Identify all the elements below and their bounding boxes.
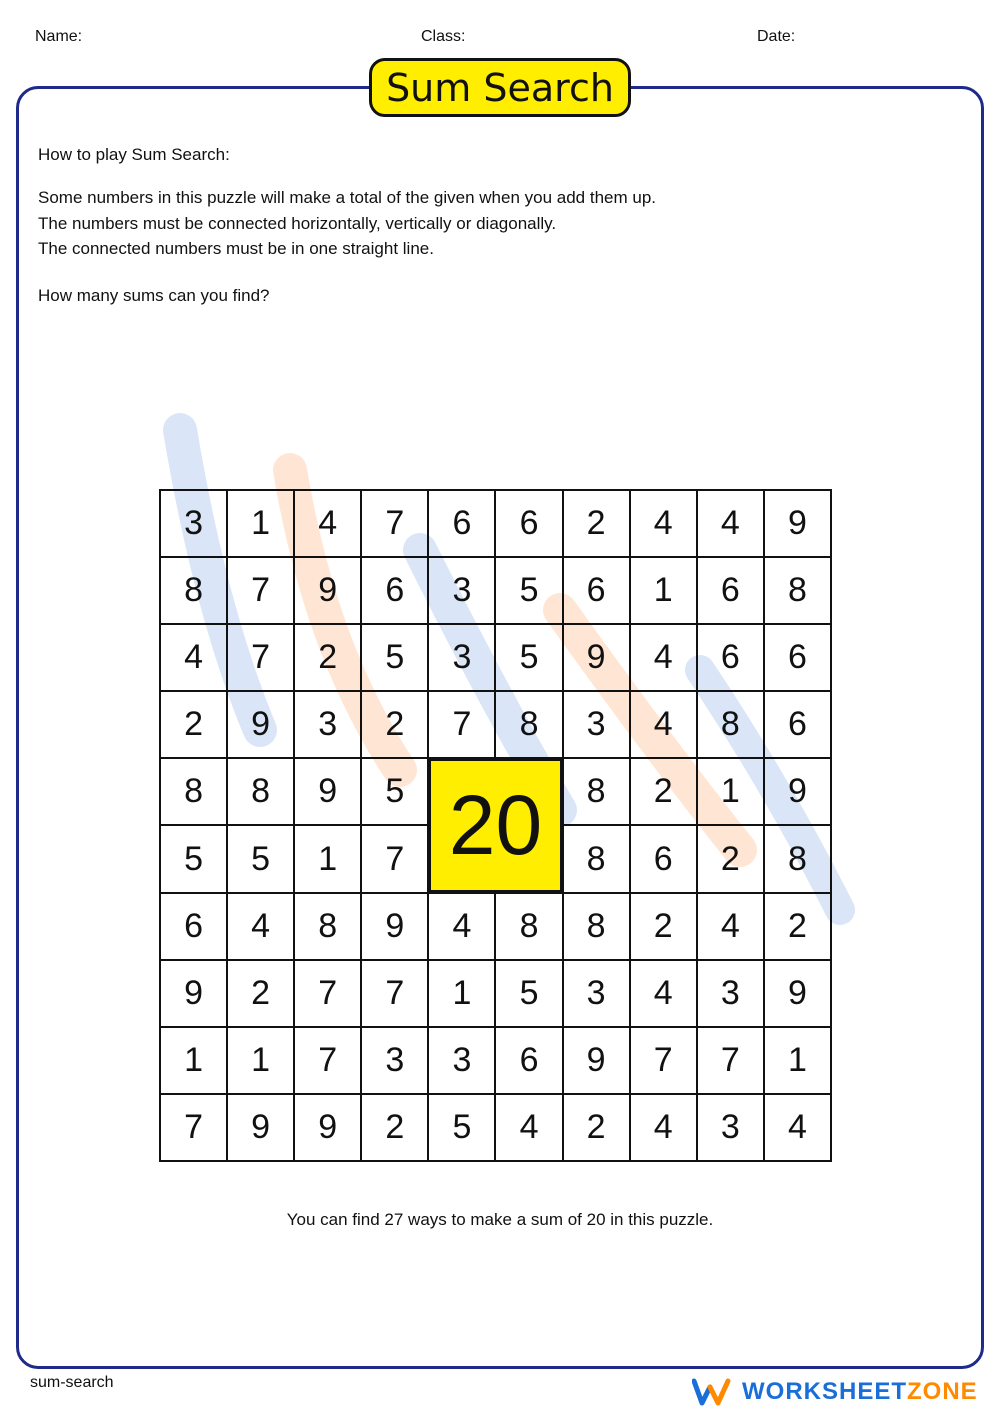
rule-line: The numbers must be connected horizontally, vertically or diagonally.: [38, 213, 557, 233]
grid-cell: 9: [563, 624, 630, 691]
grid-cell: 6: [764, 624, 831, 691]
grid-cell: 7: [160, 1094, 227, 1161]
grid-cell: 4: [495, 1094, 562, 1161]
grid-cell: 9: [294, 1094, 361, 1161]
grid-cell: 6: [697, 557, 764, 624]
brand-name-part2: ZONE: [907, 1378, 978, 1405]
grid-cell: 8: [563, 893, 630, 960]
grid-cell: 9: [160, 960, 227, 1027]
grid-cell: 1: [697, 758, 764, 825]
grid-cell: 3: [160, 490, 227, 557]
rule-line: The connected numbers must be in one straight line.: [38, 239, 434, 258]
grid-cell: 5: [495, 557, 562, 624]
answer-text: You can find 27 ways to make a sum of 20 in this puzzle.: [286, 1210, 714, 1229]
grid-cell: 7: [227, 624, 294, 691]
brand-name-part1: WORKSHEET: [742, 1378, 907, 1405]
grid-cell: 7: [697, 1027, 764, 1094]
grid-cell: 5: [160, 825, 227, 892]
grid-cell: 9: [227, 1094, 294, 1161]
grid-cell: 6: [428, 490, 495, 557]
grid-cell: 9: [764, 758, 831, 825]
grid-cell: 2: [361, 1094, 428, 1161]
grid-cell: 7: [361, 960, 428, 1027]
name-label: Name:: [35, 28, 83, 45]
grid-cell: 8: [697, 691, 764, 758]
grid-cell: 7: [630, 1027, 697, 1094]
grid-cell: 3: [563, 960, 630, 1027]
grid-cell: 9: [563, 1027, 630, 1094]
grid-cell: 1: [428, 960, 495, 1027]
brand-name: [742, 1378, 978, 1406]
grid-cell: 9: [227, 691, 294, 758]
grid-cell: 1: [630, 557, 697, 624]
grid-cell: 2: [697, 825, 764, 892]
grid-cell: 5: [495, 960, 562, 1027]
grid-cell: 4: [630, 624, 697, 691]
grid-cell: 6: [160, 893, 227, 960]
grid-cell: 6: [563, 557, 630, 624]
grid-cell: 2: [630, 758, 697, 825]
grid-cell: 9: [294, 758, 361, 825]
date-label: Date:: [757, 28, 796, 45]
grid-cell: 4: [764, 1094, 831, 1161]
grid-cell: 7: [361, 490, 428, 557]
grid-cell: 8: [294, 893, 361, 960]
grid-cell: 5: [361, 624, 428, 691]
grid-cell: 8: [764, 557, 831, 624]
grid-cell: 8: [563, 758, 630, 825]
grid-cell: 2: [563, 1094, 630, 1161]
grid-cell: 3: [697, 960, 764, 1027]
grid-cell: 8: [495, 691, 562, 758]
grid-cell: 4: [697, 893, 764, 960]
number-grid: [159, 489, 832, 1162]
grid-cell: 8: [160, 758, 227, 825]
grid-cell: 1: [227, 490, 294, 557]
class-label: Class:: [421, 28, 466, 45]
grid-cell: 6: [764, 691, 831, 758]
grid-cell: 2: [361, 691, 428, 758]
grid-cell: 8: [764, 825, 831, 892]
grid-cell: 7: [227, 557, 294, 624]
grid-cell: 5: [428, 1094, 495, 1161]
brand-w-icon: [692, 1377, 732, 1407]
grid-cell: 2: [563, 490, 630, 557]
instructions-question: How many sums can you find?: [38, 286, 270, 305]
grid-cell: 1: [294, 825, 361, 892]
instructions-heading: How to play Sum Search:: [38, 145, 230, 164]
grid-cell: 5: [361, 758, 428, 825]
rule-line: Some numbers in this puzzle will make a total of the given when you add them up.: [38, 188, 657, 207]
grid-cell: 9: [361, 893, 428, 960]
grid-cell: 4: [630, 960, 697, 1027]
grid-cell: 7: [428, 691, 495, 758]
grid-cell: 8: [563, 825, 630, 892]
grid-cell: 6: [495, 1027, 562, 1094]
grid-cell: 2: [160, 691, 227, 758]
grid-cell: 8: [160, 557, 227, 624]
grid-cell: 4: [630, 490, 697, 557]
grid-cell: 1: [764, 1027, 831, 1094]
grid-cell: 3: [428, 557, 495, 624]
grid-cell: 4: [630, 691, 697, 758]
grid-cell: 3: [294, 691, 361, 758]
grid-cell: 8: [227, 758, 294, 825]
instructions-rules: [38, 185, 656, 262]
grid-cell: 6: [361, 557, 428, 624]
grid-cell: 3: [428, 624, 495, 691]
grid-cell: 2: [630, 893, 697, 960]
grid-cell: 4: [697, 490, 764, 557]
grid-cell: 3: [697, 1094, 764, 1161]
target-sum: 20: [428, 758, 562, 892]
grid-cell: 6: [697, 624, 764, 691]
grid-cell: 5: [227, 825, 294, 892]
brand-logo: [692, 1377, 978, 1407]
grid-cell: 2: [764, 893, 831, 960]
grid-cell: 6: [630, 825, 697, 892]
grid-cell: 8: [495, 893, 562, 960]
grid-cell: 4: [227, 893, 294, 960]
grid-cell: 7: [361, 825, 428, 892]
grid-cell: 5: [495, 624, 562, 691]
grid-cell: 9: [764, 490, 831, 557]
grid-cell: 4: [294, 490, 361, 557]
grid-cell: 4: [630, 1094, 697, 1161]
grid-cell: 6: [495, 490, 562, 557]
worksheet-title: Sum Search: [369, 58, 631, 117]
grid-cell: 9: [294, 557, 361, 624]
grid-cell: 1: [160, 1027, 227, 1094]
grid-cell: 1: [227, 1027, 294, 1094]
grid-cell: 7: [294, 1027, 361, 1094]
grid-cell: 3: [563, 691, 630, 758]
grid-cell: 3: [361, 1027, 428, 1094]
grid-cell: 9: [764, 960, 831, 1027]
grid-cell: 2: [294, 624, 361, 691]
grid-cell: 4: [428, 893, 495, 960]
grid-cell: 2: [227, 960, 294, 1027]
grid-cell: 4: [160, 624, 227, 691]
grid-cell: 7: [294, 960, 361, 1027]
footer-label: sum-search: [30, 1374, 114, 1391]
grid-cell: 3: [428, 1027, 495, 1094]
